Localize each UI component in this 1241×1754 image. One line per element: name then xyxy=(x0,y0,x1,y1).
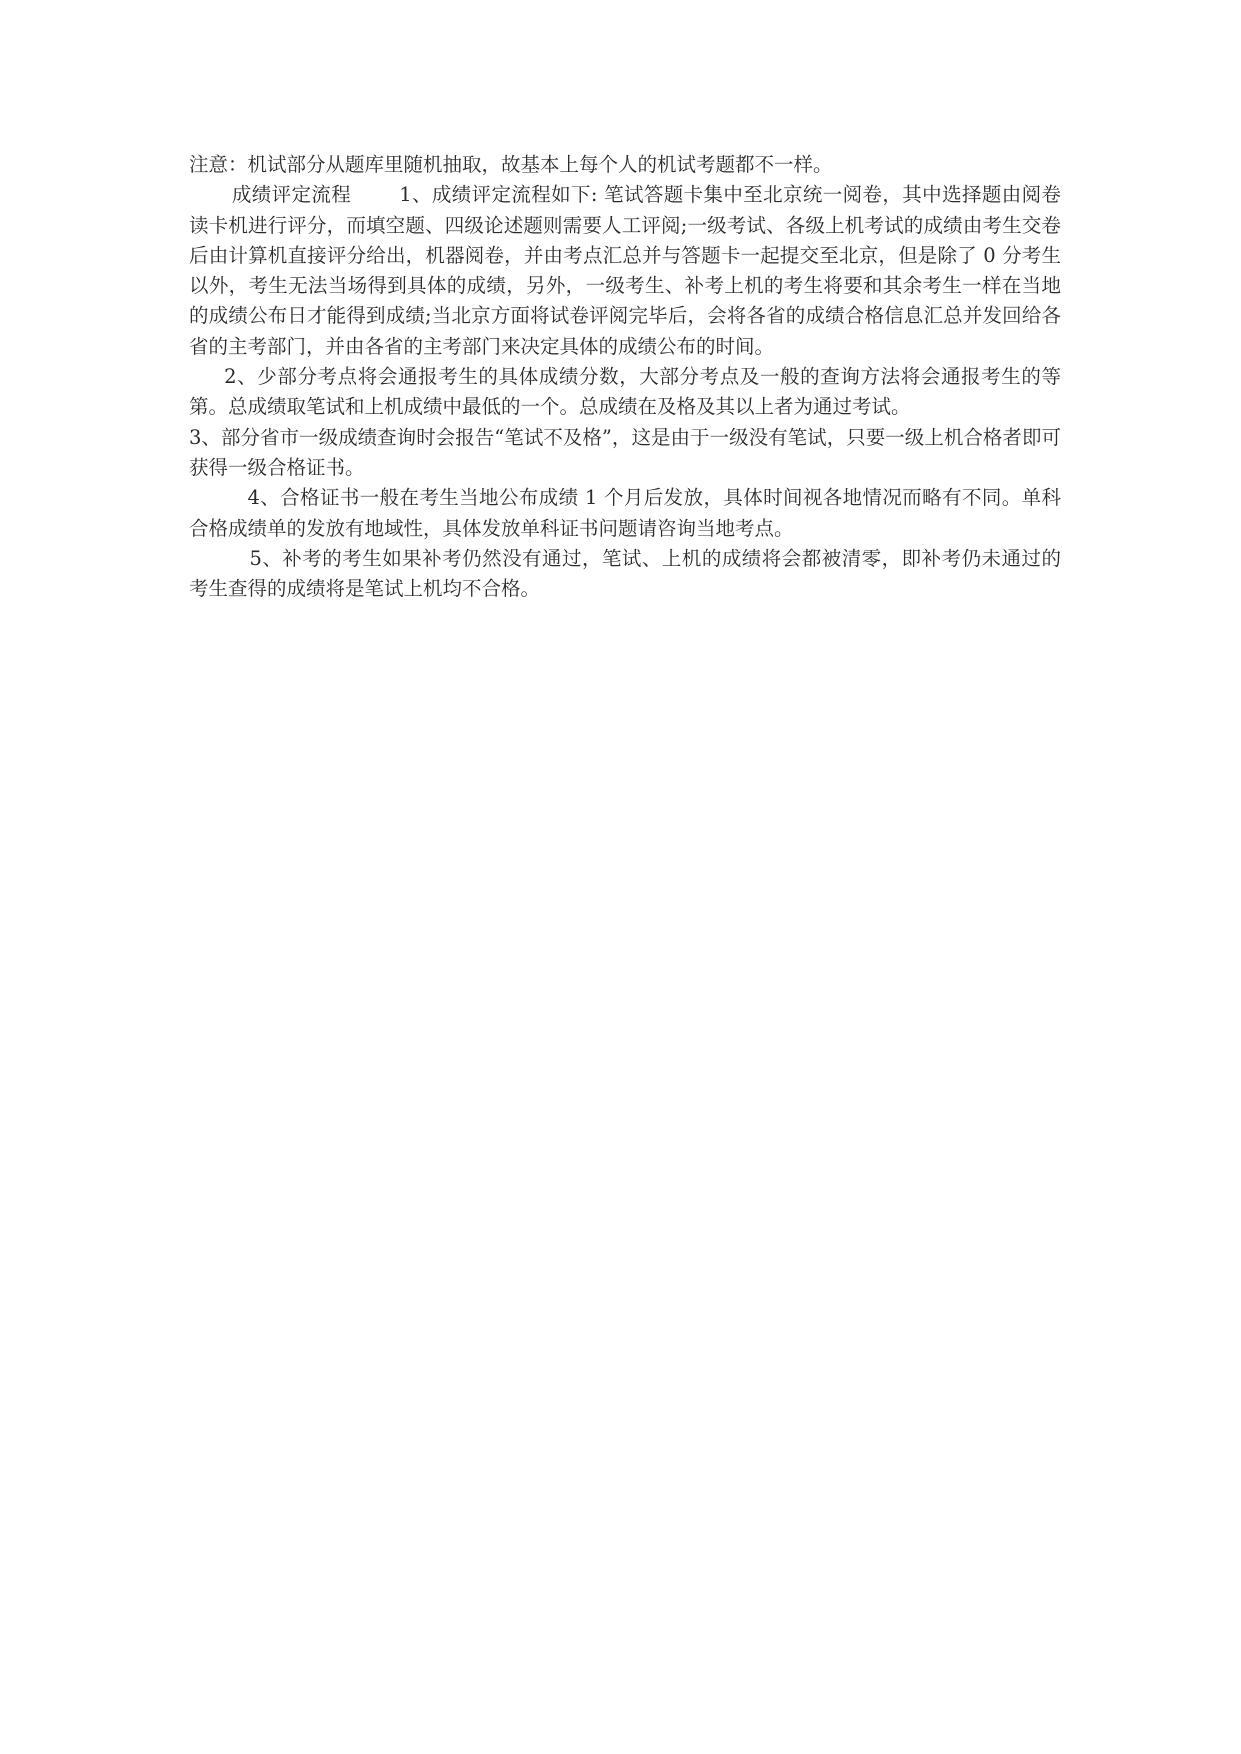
paragraph-1-text: 1、成绩评定流程如下: 笔试答题卡集中至北京统一阅卷，其中选择题由阅卷读卡机进行评分，而填空题、四级论述题则需要人工评阅;一级考试、各级上机考试的成绩由考生交卷后由计算机直接评分给出，机器阅卷，并由考点汇总并与答题卡一起提交至北京，但是除了 0 分考生以外，考生无法当场得到具体的成绩，另外，一级考生、补考上机的考生将要和其余考生一样在当地的成绩公布日才能得到成绩;当北京方面将试卷评阅完毕后，会将各省的成绩合格信息汇总并发回给各省的主考部门，并由各省的主考部门来决定具体的成绩公布的时间。 xyxy=(189,183,1061,358)
paragraph-2: 2、少部分考点将会通报考生的具体成绩分数，大部分考点及一般的查询方法将会通报考生的等第。总成绩取笔试和上机成绩中最低的一个。总成绩在及格及其以上者为通过考试。 xyxy=(189,365,1061,419)
paragraph-4: 4、合格证书一般在考生当地公布成绩 1 个月后发放，具体时间视各地情况而略有不同。单科合格成绩单的发放有地域性，具体发放单科证书问题请咨询当地考点。 xyxy=(189,486,1061,540)
note-paragraph: 注意：机试部分从题库里随机抽取，故基本上每个人的机试考题都不一样。 xyxy=(189,153,833,176)
paragraph-3: 3、部分省市一级成绩查询时会报告“笔试不及格”，这是由于一级没有笔试，只要一级上机合格者即可获得一级合格证书。 xyxy=(189,425,1061,479)
section-heading: 成绩评定流程 xyxy=(231,183,352,207)
grading-process-paragraph xyxy=(189,180,1061,362)
document-body xyxy=(189,150,1061,604)
paragraph-5: 5、补考的考生如果补考仍然没有通过，笔试、上机的成绩将会都被清零，即补考仍未通过的考生查得的成绩将是笔试上机均不合格。 xyxy=(189,546,1061,601)
